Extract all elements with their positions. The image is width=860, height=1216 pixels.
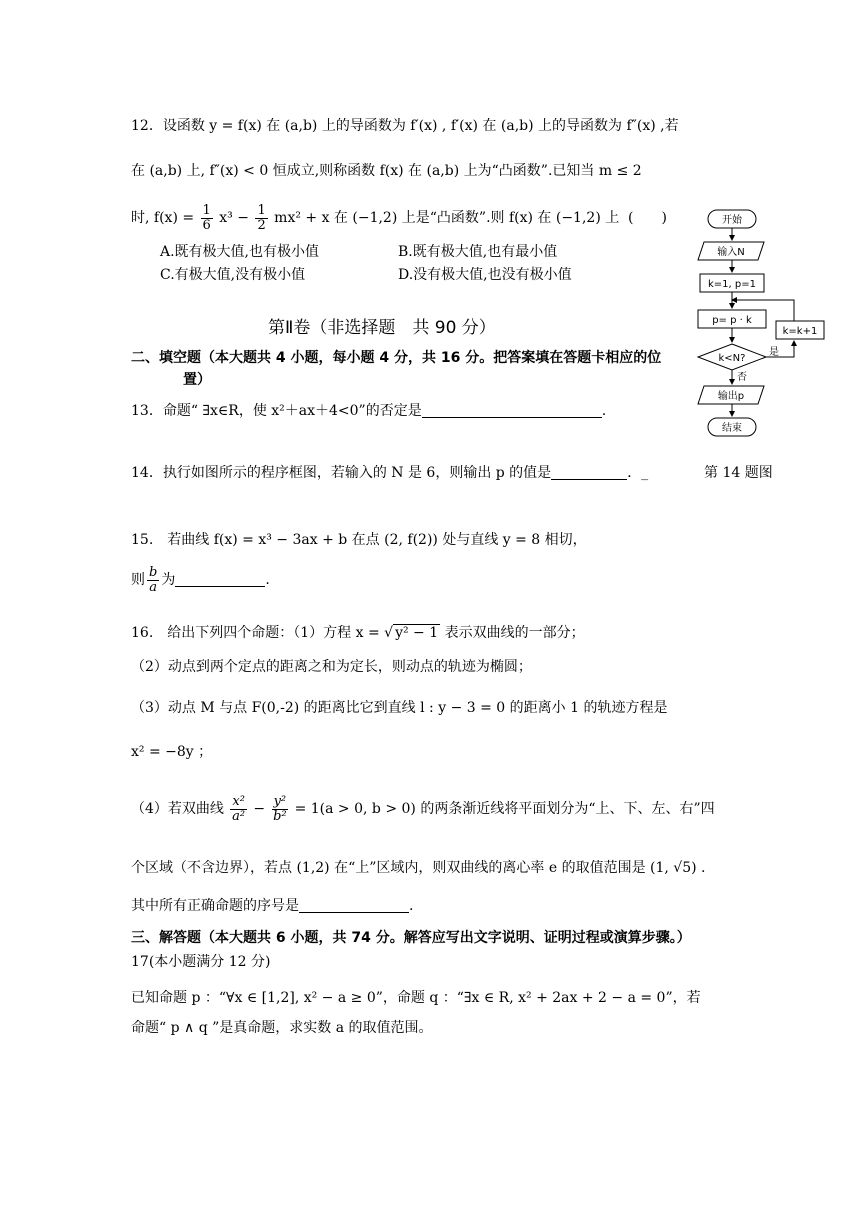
fraction-x2-over-a2: [230, 795, 247, 823]
q14-end: ．_: [627, 465, 649, 481]
frac-den: a²: [232, 808, 246, 824]
q12-option-c: C.有极大值,没有极小值: [160, 267, 306, 283]
q16-line7-text: 其中所有正确命题的序号是: [131, 898, 299, 914]
q16-line2: （2）动点到两个定点的距离之和为定长，则动点的轨迹为椭圆；: [131, 659, 532, 675]
flow-process-label: p= p · k: [712, 315, 752, 326]
q15-post: 为: [161, 572, 176, 589]
q13: [131, 403, 606, 421]
q16-sqrt-expr: y² − 1: [395, 625, 439, 641]
q16-line3: （3）动点 M 与点 F(0,-2) 的距离比它到直线 l : y − 3 = 0 的距离小 1 的轨迹方程是: [131, 700, 668, 716]
q12-option-d: D.没有极大值,也没有极小值: [398, 267, 572, 283]
frac-num: y²: [273, 794, 287, 809]
q12-answer-paren: ( ): [628, 210, 667, 226]
frac-num: 1: [257, 203, 266, 218]
flow-input-label: 输入N: [717, 247, 745, 258]
answer-blank: [175, 572, 265, 587]
q14: [131, 465, 648, 483]
flow-start-label: 开始: [722, 215, 742, 226]
flow-output-label: 输出p: [717, 391, 745, 402]
q15-line1: 15. 若曲线 f(x) = x³ − 3ax + b 在点 (2, f(2)) 处与直线 y = 8 相切，: [131, 532, 587, 548]
q16-line5-pre: （4）若双曲线: [131, 801, 224, 818]
q16-line5: [131, 795, 715, 823]
fraction-one-half: [255, 204, 267, 232]
section2-heading: 二、填空题（本大题共 4 小题，每小题 4 分，共 16 分。把答案填在答题卡相应的位: [131, 350, 662, 366]
q15-pre: 则: [131, 572, 145, 589]
flowchart: [690, 200, 830, 440]
answer-blank: [422, 403, 602, 418]
answer-blank: [551, 465, 627, 480]
q17-line1: 已知命题 p ：“∀x ∈ [1,2], x² − a ≥ 0”，命题 q ：“∃x ∈ R, x² + 2ax + 2 − a = 0”，若: [131, 990, 701, 1006]
q13-end: .: [601, 403, 607, 419]
q17-title: 17(本小题满分 12 分): [131, 954, 271, 970]
q12-mid: x³ −: [219, 210, 249, 227]
flow-init-label: k=1, p=1: [708, 279, 756, 290]
q16-line1-pre: 16. 给出下列四个命题：（1）方程 x =: [131, 625, 380, 641]
flow-yes-label: 是: [769, 347, 779, 358]
fraction-b-over-a: [147, 566, 159, 594]
section3-heading: 三、解答题（本大题共 6 小题，共 74 分。解答应写出文字说明、证明过程或演算步骤。）: [131, 930, 691, 946]
q12-option-b: B.既有极大值,也有最小值: [398, 244, 558, 260]
q15-line2: [131, 566, 270, 594]
frac-den: b²: [273, 808, 287, 824]
q16-line1-post: 表示双曲线的一部分；: [444, 625, 585, 641]
figure-caption: 第 14 题图: [704, 465, 773, 481]
q12-line3-pre: 时, f(x) =: [131, 210, 195, 227]
minus-sign: −: [253, 801, 266, 818]
q12-option-a: A.既有极大值,也有极小值: [160, 244, 320, 260]
frac-num: 1: [202, 203, 211, 218]
answer-blank: [299, 898, 409, 913]
q16-line5-post: = 1(a > 0, b > 0) 的两条渐近线将平面划分为“上、下、左、右”四: [294, 801, 715, 818]
frac-den: 2: [257, 217, 266, 233]
flow-no-label: 否: [737, 372, 747, 383]
q16-line6: 个区域（不含边界），若点 (1,2) 在“上”区域内，则双曲线的离心率 e 的取值范围是 (1, √5) .: [131, 860, 706, 876]
q12-line1: 12．设函数 y = f(x) 在 (a,b) 上的导函数为 f′(x) , f′(x) 在 (a,b) 上的导函数为 f″(x) ,若: [131, 118, 679, 134]
q16-line7: [131, 898, 413, 916]
section2-title: 第Ⅱ卷（非选择题 共 90 分）: [268, 318, 496, 338]
q12-line3-post: mx² + x 在 (−1,2) 上是“凸函数”.则 f(x) 在 (−1,2) 上: [274, 210, 620, 227]
q16-line4: x² = −8y ；: [131, 744, 213, 760]
q12-line2: 在 (a,b) 上, f″(x) < 0 恒成立,则称函数 f(x) 在 (a,b) 上为“凸函数”.已知当 m ≤ 2: [131, 163, 642, 179]
fraction-y2-over-b2: [272, 795, 289, 823]
frac-den: a: [149, 579, 158, 595]
frac-num: x²: [232, 794, 245, 809]
frac-den: 6: [202, 217, 211, 233]
fraction-one-sixth: [201, 204, 213, 232]
frac-num: b: [149, 565, 158, 580]
q12-line3: [131, 204, 619, 232]
q15-end: .: [265, 572, 270, 589]
q16-end: .: [409, 898, 414, 914]
q13-text: 13．命题“ ∃x∈R，使 x²＋ax＋4<0”的否定是: [131, 403, 422, 419]
flow-end-label: 结束: [722, 423, 742, 434]
q17-line2: 命题“ p ∧ q ”是真命题，求实数 a 的取值范围。: [131, 1020, 433, 1036]
flow-increment-label: k=k+1: [782, 326, 818, 337]
q14-text: 14．执行如图所示的程序框图，若输入的 N 是 6，则输出 p 的值是: [131, 465, 552, 481]
q16-line1: 16. 给出下列四个命题：（1）方程 x = √ y² − 1 表示双曲线的一部分；: [131, 625, 585, 641]
section2-heading-cont: 置）: [183, 372, 211, 388]
flow-condition-label: k<N?: [718, 353, 746, 364]
